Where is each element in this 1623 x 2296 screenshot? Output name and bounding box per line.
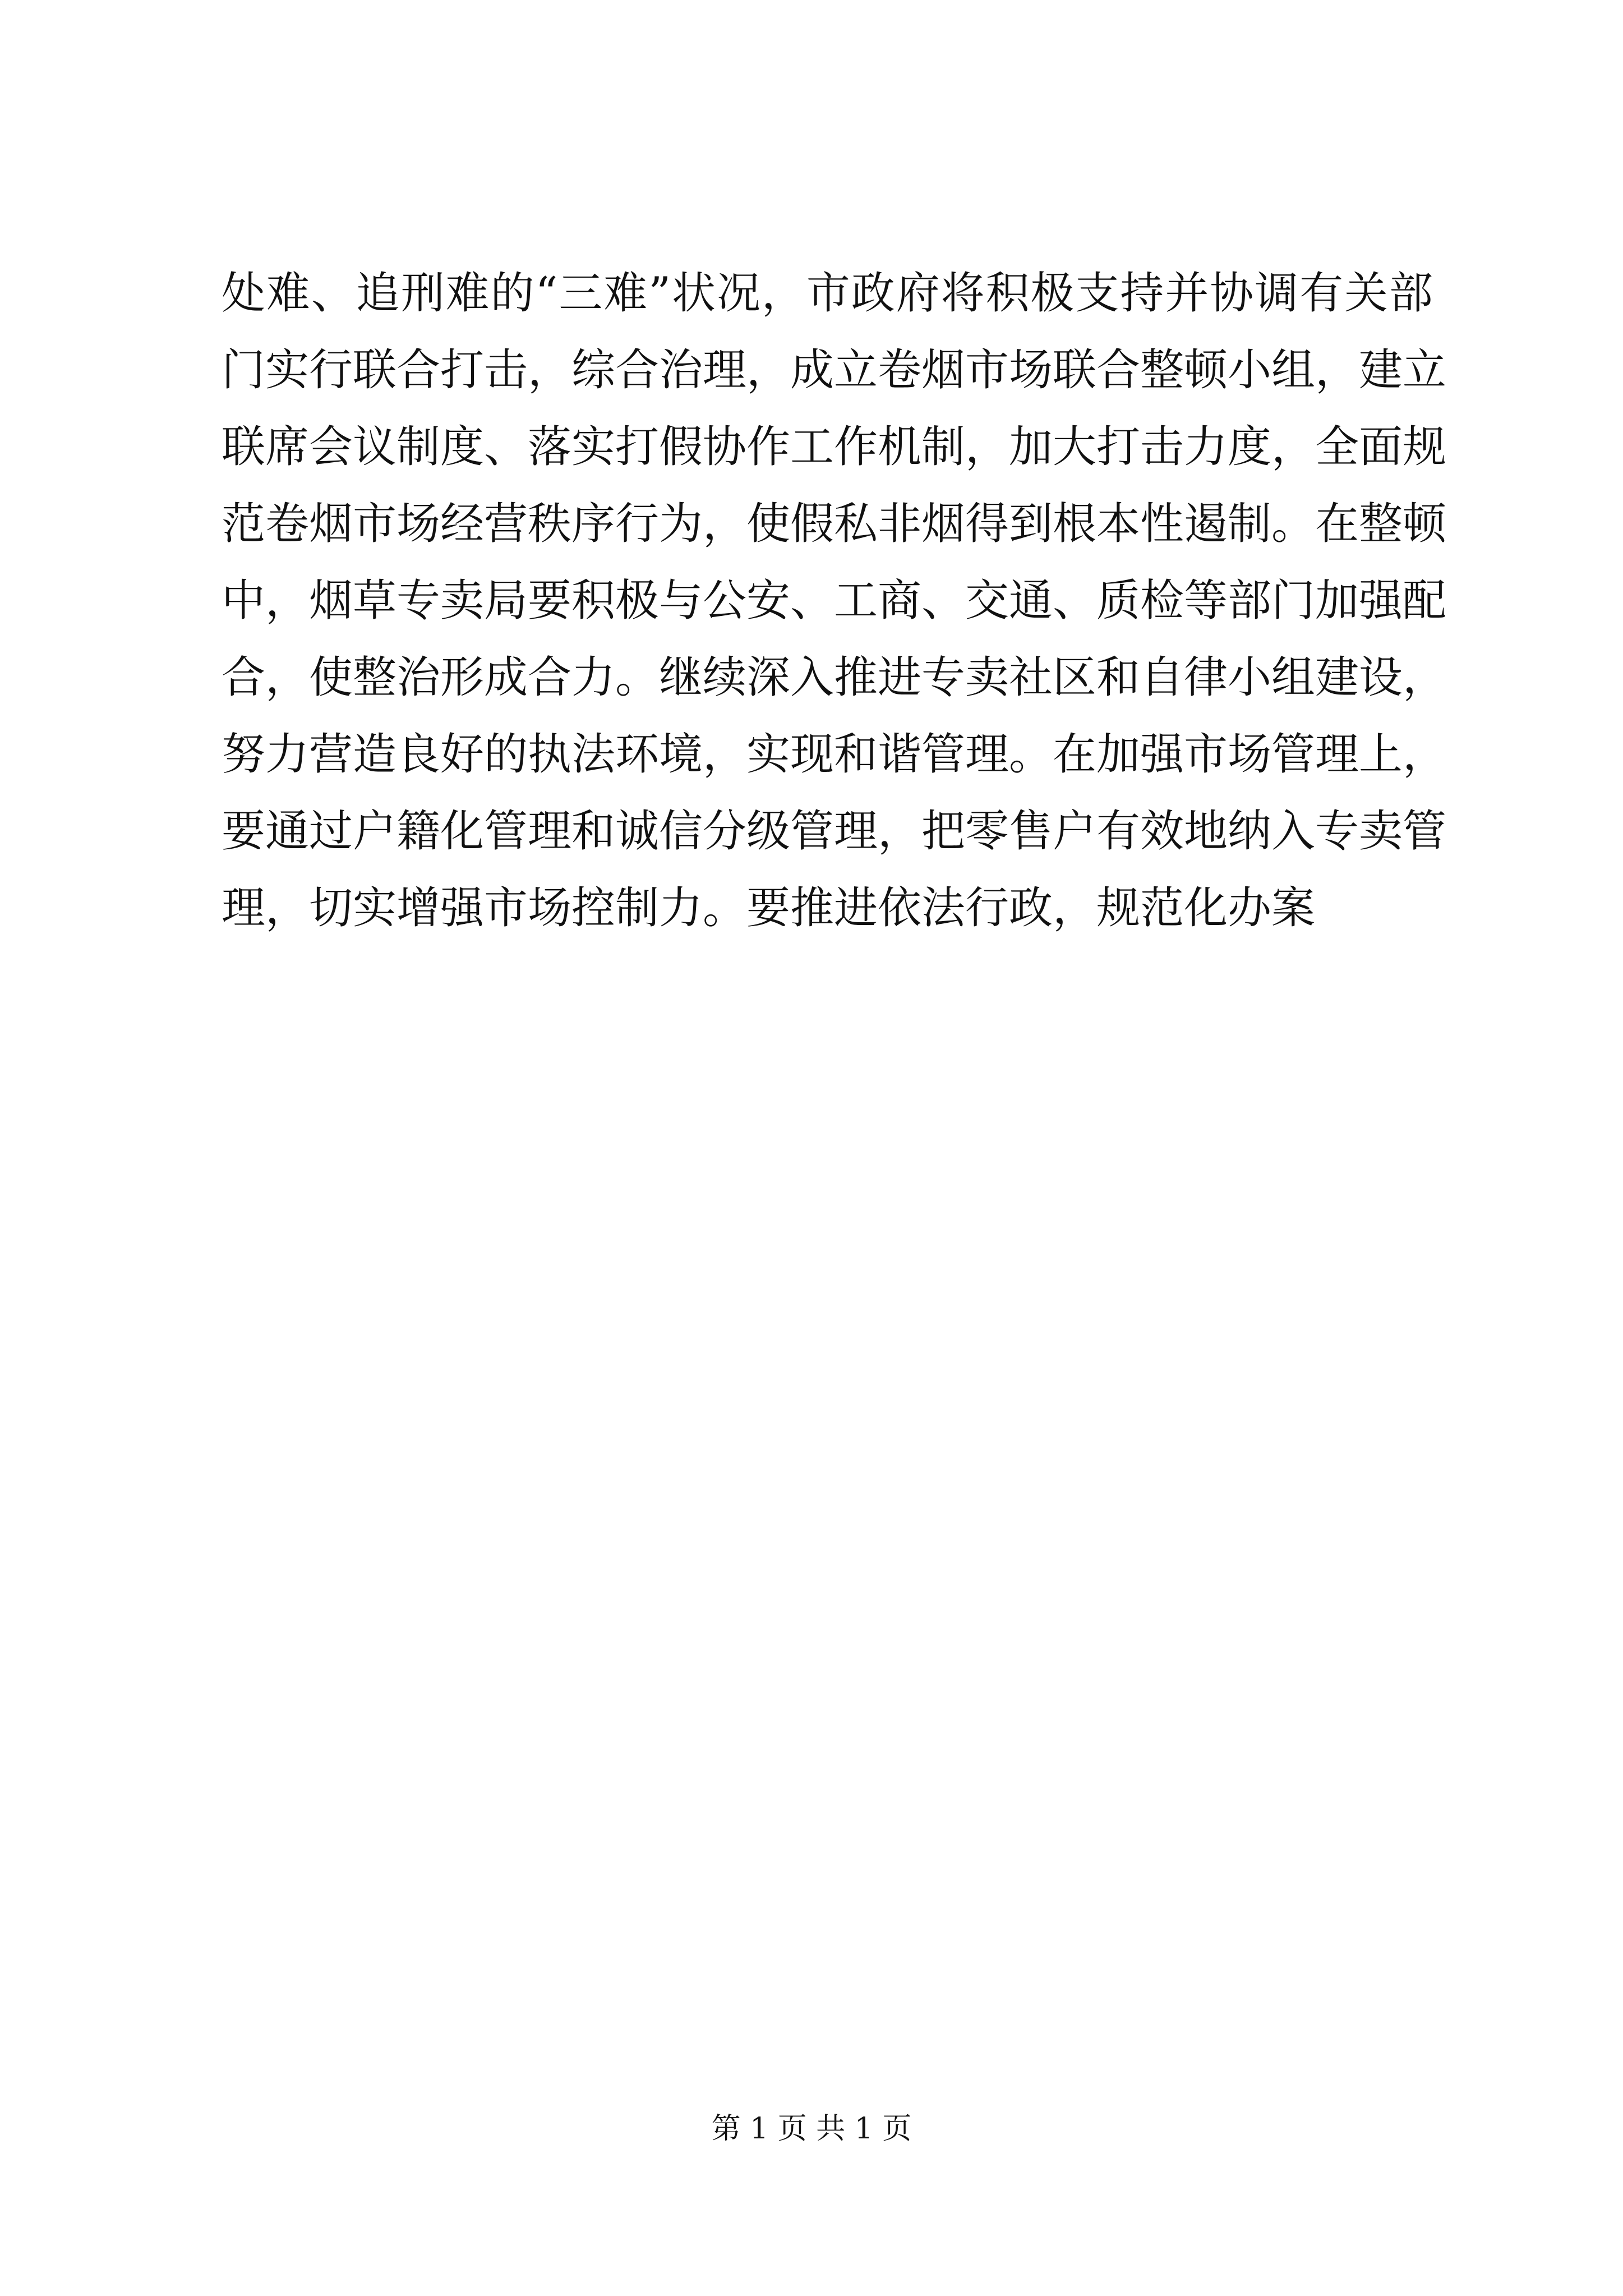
text-line: 处难、追刑难的“三难”状况，市政府将积极支持并协调有关部 [222, 268, 1433, 319]
text-line: 联席会议制度、落实打假协作工作机制，加大打击力度，全面规 [222, 422, 1447, 472]
text-line: 门实行联合打击，综合治理，成立卷烟市场联合整顿小组，建立 [222, 345, 1447, 395]
text-line: 要通过户籍化管理和诚信分级管理，把零售户有效地纳入专卖管 [222, 806, 1447, 857]
text-line: 范卷烟市场经营秩序行为，使假私非烟得到根本性遏制。在整顿 [222, 499, 1447, 549]
text-line: 理，切实增强市场控制力。要推进依法行政，规范化办案 [222, 883, 1316, 933]
page-footer [0, 2106, 1623, 2151]
text-line: 合，使整治形成合力。继续深入推进专卖社区和自律小组建设， [222, 652, 1447, 703]
text-line: 努力营造良好的执法环境，实现和谐管理。在加强市场管理上， [222, 729, 1447, 780]
text-line: 中，烟草专卖局要积极与公安、工商、交通、质检等部门加强配 [222, 576, 1447, 626]
body-text [222, 255, 1447, 947]
page-number-label: 第 1 页 共 1 页 [711, 2112, 912, 2146]
